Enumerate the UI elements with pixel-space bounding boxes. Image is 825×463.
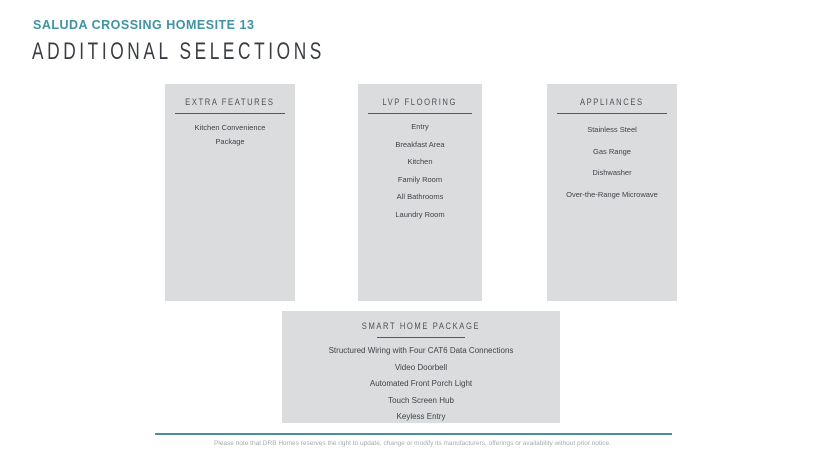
list-item: Stainless Steel <box>587 125 637 134</box>
list-item: Family Room <box>397 174 443 184</box>
panel-title <box>547 96 677 108</box>
appliances-panel <box>547 84 677 301</box>
list-item: Gas Range <box>593 146 631 156</box>
panel-item-list <box>282 343 560 426</box>
list-item: Breakfast Area <box>395 139 445 149</box>
list-item: Video Doorbell <box>394 362 448 372</box>
disclaimer-text: Please note that DRB Homes reserves the right to update, change or modify its manufacturers, offerings or availability without prior notice. <box>214 440 611 447</box>
panel-title <box>282 320 560 332</box>
panel-title-text: APPLIANCES <box>580 97 644 108</box>
panel-title-text: EXTRA FEATURES <box>185 97 275 108</box>
community-homesite-label: SALUDA CROSSING HOMESITE 13 <box>33 18 255 32</box>
list-item: Entry <box>411 122 429 131</box>
list-item: Kitchen Convenience Package <box>194 123 266 146</box>
lvp-flooring-panel <box>358 84 482 301</box>
list-item: Dishwasher <box>592 168 632 177</box>
list-item: Over-the-Range Microwave <box>566 189 658 199</box>
smart-home-package-panel <box>282 311 560 423</box>
panel-title-divider <box>368 113 472 114</box>
list-item: Kitchen <box>407 157 433 166</box>
panel-item-list <box>165 121 295 148</box>
list-item: All Bathrooms <box>396 192 444 201</box>
panel-title-divider <box>175 113 285 114</box>
extra-features-panel <box>165 84 295 301</box>
panel-title-divider <box>557 113 667 114</box>
panel-title <box>165 96 295 108</box>
list-item: Laundry Room <box>395 209 445 219</box>
list-item: Automated Front Porch Light <box>369 379 473 388</box>
panel-title-text: LVP FLOORING <box>382 97 458 108</box>
panel-title-divider <box>377 337 465 338</box>
list-item: Touch Screen Hub <box>388 395 454 405</box>
panel-title <box>358 96 482 108</box>
page-title <box>32 38 439 66</box>
panel-title-text: SMART HOME PACKAGE <box>361 321 481 332</box>
list-item: Structured Wiring with Four CAT6 Data Connections <box>328 346 514 355</box>
panel-item-list <box>358 118 482 223</box>
list-item: Keyless Entry <box>396 412 446 421</box>
page-title-text: ADDITIONAL SELECTIONS <box>32 38 325 65</box>
panel-item-list <box>547 119 677 205</box>
footer-divider <box>155 433 672 435</box>
